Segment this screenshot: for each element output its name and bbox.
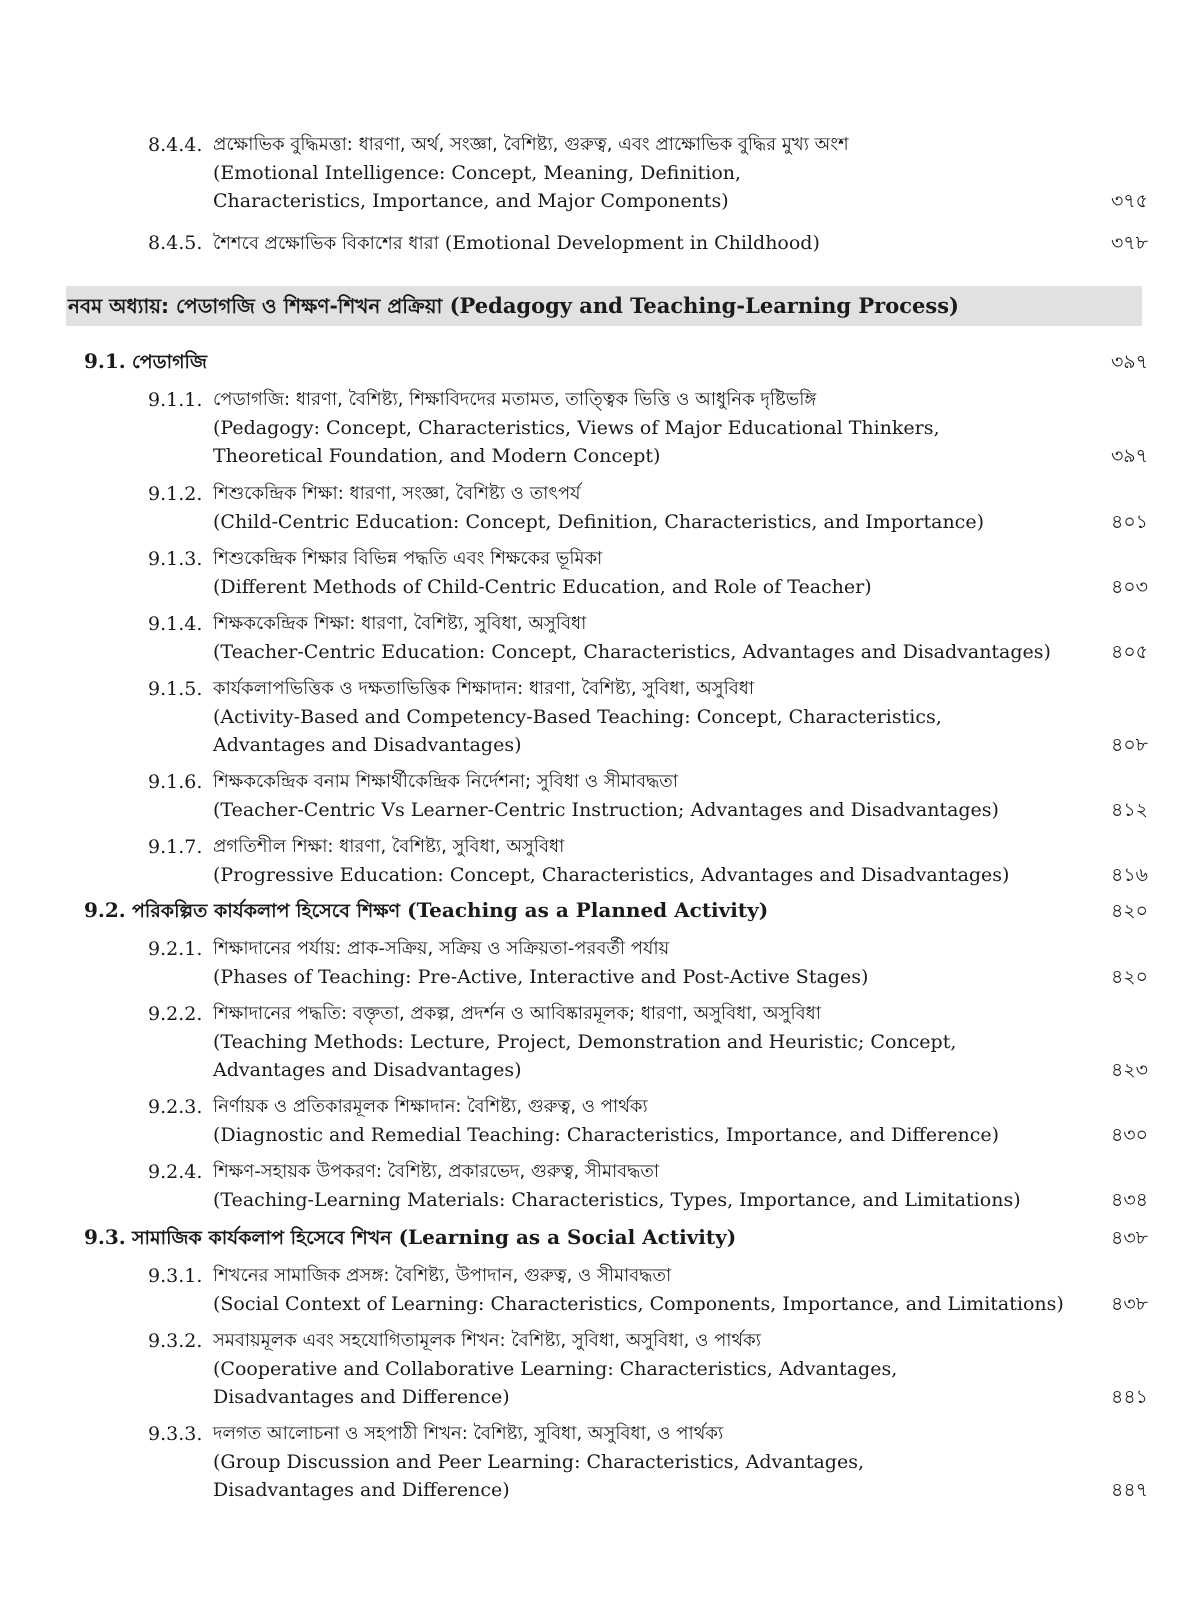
entry-title-english-cont: Advantages and Disadvantages) <box>213 734 522 756</box>
entry-title <box>213 229 1043 258</box>
chapter-heading-bar <box>66 286 1142 326</box>
entry-title-bengali: শিশুকেন্দ্রিক শিক্ষার বিভিন্ন পদ্ধতি এবং শিক্ষকের ভূমিকা <box>213 548 603 569</box>
section-title-bengali: পেডাগজি <box>132 351 207 373</box>
entry-title-english-cont: Disadvantages and Difference) <box>213 1386 510 1408</box>
entry-title-bengali: প্রগতিশীল শিক্ষা: ধারণা, বৈশিষ্ট্য, সুবিধা, অসুবিধা <box>213 836 565 857</box>
section-title-bengali: পরিকল্পিত কার্যকলাপ হিসেবে শিক্ষণ <box>132 900 401 922</box>
entry-page-number: ৩৭৮ <box>1110 232 1148 254</box>
section-title <box>132 1222 736 1253</box>
section-title-english: (Teaching as a Planned Activity) <box>407 898 769 922</box>
entry-page-number: ৪৪১ <box>1111 1386 1148 1408</box>
entry-title-english-cont: Disadvantages and Difference) <box>213 1479 510 1501</box>
entry-title-bengali: শৈশবে প্রক্ষোভিক বিকাশের ধারা <box>213 233 439 254</box>
entry-title-english: (Emotional Development in Childhood) <box>444 232 820 254</box>
entry-title-bengali: দলগত আলোচনা ও সহপাঠী শিখন: বৈশিষ্ট্য, সুবিধা, অসুবিধা, ও পার্থক্য <box>213 1423 724 1444</box>
entry-title <box>213 1327 1043 1411</box>
entry-title <box>213 545 1043 601</box>
entry-page-number: ৪৩৪ <box>1110 1189 1148 1211</box>
entry-title-bengali: শিক্ষককেন্দ্রিক শিক্ষা: ধারণা, বৈশিষ্ট্য, সুবিধা, অসুবিধা <box>213 613 587 634</box>
entry-page-number: ৪৩০ <box>1110 1124 1148 1146</box>
entry-title-english: (Different Methods of Child-Centric Education, and Role of Teacher) <box>213 576 872 598</box>
entry-title-english: (Pedagogy: Concept, Characteristics, Views of Major Educational Thinkers, <box>213 417 940 439</box>
entry-title <box>213 1093 1043 1149</box>
entry-title-english: (Diagnostic and Remedial Teaching: Characteristics, Importance, and Difference) <box>213 1124 1000 1146</box>
entry-title <box>213 833 1043 889</box>
entry-number: 9.1.6. <box>148 771 203 793</box>
entry-number: 9.2.3. <box>148 1096 203 1118</box>
chapter-title <box>68 291 959 321</box>
entry-number: 9.3.1. <box>148 1265 203 1287</box>
section-title-bengali: সামাজিক কার্যকলাপ হিসেবে শিখন <box>132 1227 392 1249</box>
entry-page-number: ৪০১ <box>1110 511 1148 533</box>
chapter-title-bengali: নবম অধ্যায়: পেডাগজি ও শিক্ষণ-শিখন প্রক্রিয়া <box>68 294 443 318</box>
entry-title-english: (Emotional Intelligence: Concept, Meaning, Definition, <box>213 162 742 184</box>
entry-page-number: ৪০৫ <box>1110 641 1148 663</box>
section-page-number: ৩৯৭ <box>1110 351 1148 373</box>
entry-title-bengali: শিক্ষককেন্দ্রিক বনাম শিক্ষার্থীকেন্দ্রিক নির্দেশনা; সুবিধা ও সীমাবদ্ধতা <box>213 771 679 792</box>
entry-title <box>213 610 1051 666</box>
entry-title-english: (Child-Centric Education: Concept, Definition, Characteristics, and Importance) <box>213 511 984 533</box>
entry-title-english: (Teaching-Learning Materials: Characteristics, Types, Importance, and Limitations) <box>213 1189 1021 1211</box>
entry-title <box>213 675 1043 759</box>
entry-title-bengali: শিখনের সামাজিক প্রসঙ্গ: বৈশিষ্ট্য, উপাদান, গুরুত্ব, ও সীমাবদ্ধতা <box>213 1265 672 1286</box>
section-page-number: ৪২০ <box>1110 900 1148 922</box>
entry-title-english-cont: Theoretical Foundation, and Modern Concept) <box>213 445 661 467</box>
entry-title-bengali: শিক্ষাদানের পদ্ধতি: বক্তৃতা, প্রকল্প, প্রদর্শন ও আবিষ্কারমূলক; ধারণা, অসুবিধা, অসুবিধা <box>213 1003 821 1024</box>
entry-page-number: ৪১২ <box>1110 799 1148 821</box>
entry-title-english: (Group Discussion and Peer Learning: Characteristics, Advantages, <box>213 1451 864 1473</box>
entry-title <box>213 1420 1043 1504</box>
entry-title-bengali: পেডাগজি: ধারণা, বৈশিষ্ট্য, শিক্ষাবিদদের মতামত, তাত্ত্বিক ভিত্তি ও আধুনিক দৃষ্টিভঙ্গি <box>213 389 817 410</box>
entry-title-bengali: নির্ণায়ক ও প্রতিকারমূলক শিক্ষাদান: বৈশিষ্ট্য, গুরুত্ব, ও পার্থক্য <box>213 1096 648 1117</box>
entry-page-number: ৩৯৭ <box>1110 445 1148 467</box>
entry-number: 8.4.4. <box>148 134 203 156</box>
section-title <box>132 895 768 926</box>
entry-title-bengali: শিক্ষণ-সহায়ক উপকরণ: বৈশিষ্ট্য, প্রকারভেদ, গুরুত্ব, সীমাবদ্ধতা <box>213 1161 660 1182</box>
entry-title <box>213 1262 1064 1318</box>
entry-number: 9.2.2. <box>148 1003 203 1025</box>
entry-page-number: ৪৩৮ <box>1110 1293 1148 1315</box>
section-number: 9.2. <box>84 898 126 922</box>
entry-title-english: (Phases of Teaching: Pre-Active, Interactive and Post-Active Stages) <box>213 966 869 988</box>
entry-page-number: ৪০৮ <box>1110 734 1148 756</box>
entry-title-english-cont: Advantages and Disadvantages) <box>213 1059 522 1081</box>
entry-title-english: (Teaching Methods: Lecture, Project, Demonstration and Heuristic; Concept, <box>213 1031 957 1053</box>
entry-title-english: (Social Context of Learning: Characteristics, Components, Importance, and Limitations) <box>213 1293 1064 1315</box>
section-title <box>132 346 207 377</box>
entry-title <box>213 1000 1043 1084</box>
entry-title-english-cont: Characteristics, Importance, and Major Components) <box>213 190 729 212</box>
section-number: 9.3. <box>84 1225 126 1249</box>
entry-title <box>213 131 1043 215</box>
entry-number: 9.3.2. <box>148 1330 203 1352</box>
entry-page-number: ৪৪৭ <box>1110 1479 1148 1501</box>
entry-number: 9.1.3. <box>148 548 203 570</box>
entry-title-english: (Activity-Based and Competency-Based Teaching: Concept, Characteristics, <box>213 706 942 728</box>
entry-page-number: ৪২০ <box>1110 966 1148 988</box>
entry-number: 9.1.2. <box>148 483 203 505</box>
entry-page-number: ৩৭৫ <box>1110 190 1148 212</box>
entry-number: 8.4.5. <box>148 232 203 254</box>
chapter-title-english: (Pedagogy and Teaching-Learning Process) <box>449 293 959 318</box>
entry-title <box>213 768 1043 824</box>
entry-number: 9.1.5. <box>148 678 203 700</box>
entry-title-bengali: কার্যকলাপভিত্তিক ও দক্ষতাভিত্তিক শিক্ষাদান: ধারণা, বৈশিষ্ট্য, সুবিধা, অসুবিধা <box>213 678 755 699</box>
entry-number: 9.2.1. <box>148 938 203 960</box>
section-title-english: (Learning as a Social Activity) <box>398 1225 737 1249</box>
entry-title-english: (Progressive Education: Concept, Characteristics, Advantages and Disadvantages) <box>213 864 1010 886</box>
entry-title-english: (Teacher-Centric Education: Concept, Characteristics, Advantages and Disadvantages) <box>213 641 1051 663</box>
entry-title-english: (Cooperative and Collaborative Learning: Characteristics, Advantages, <box>213 1358 898 1380</box>
entry-title-bengali: শিক্ষাদানের পর্যায়: প্রাক-সক্রিয়, সক্রিয় ও সক্রিয়তা-পরবর্তী পর্যায় <box>213 938 670 959</box>
entry-title-bengali: প্রক্ষোভিক বুদ্ধিমত্তা: ধারণা, অর্থ, সংজ্ঞা, বৈশিষ্ট্য, গুরুত্ব, এবং প্রাক্ষোভিক বুদ্ধির মুখ্য অংশ <box>213 134 849 155</box>
entry-title <box>213 1158 1043 1214</box>
entry-title-bengali: সমবায়মূলক এবং সহযোগিতামূলক শিখন: বৈশিষ্ট্য, সুবিধা, অসুবিধা, ও পার্থক্য <box>213 1330 761 1351</box>
section-number: 9.1. <box>84 349 126 373</box>
entry-page-number: ৪২৩ <box>1110 1059 1148 1081</box>
entry-number: 9.2.4. <box>148 1161 203 1183</box>
entry-number: 9.1.4. <box>148 613 203 635</box>
entry-number: 9.3.3. <box>148 1423 203 1445</box>
entry-title <box>213 480 1043 536</box>
entry-number: 9.1.7. <box>148 836 203 858</box>
entry-title-english: (Teacher-Centric Vs Learner-Centric Instruction; Advantages and Disadvantages) <box>213 799 999 821</box>
entry-page-number: ৪০৩ <box>1110 576 1148 598</box>
entry-title-bengali: শিশুকেন্দ্রিক শিক্ষা: ধারণা, সংজ্ঞা, বৈশিষ্ট্য ও তাৎপর্য <box>213 483 581 504</box>
entry-page-number: ৪১৬ <box>1110 864 1148 886</box>
entry-title <box>213 386 1043 470</box>
entry-title <box>213 935 1043 991</box>
entry-number: 9.1.1. <box>148 389 203 411</box>
section-page-number: ৪৩৮ <box>1110 1227 1148 1249</box>
